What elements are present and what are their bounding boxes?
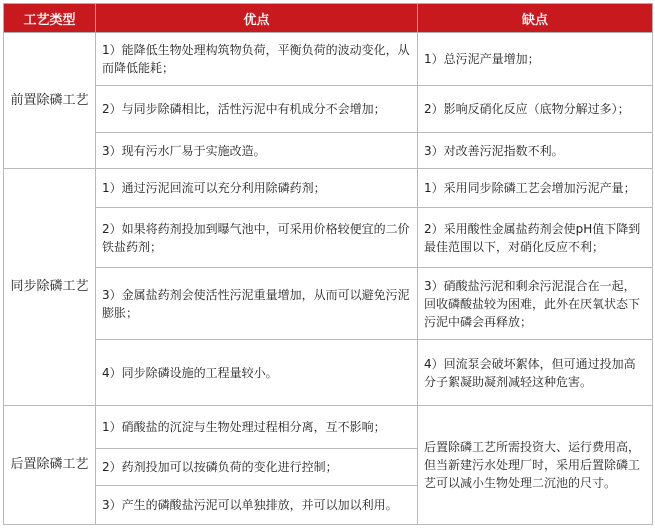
table-row (4, 85, 653, 132)
pro-cell: 3）金属盐药剂会使活性污泥重量增加，从而可以避免污泥膨胀； (96, 268, 418, 340)
table-row (4, 406, 653, 448)
pro-cell: 1）通过污泥回流可以充分利用除磷药剂； (96, 169, 418, 208)
table-row (4, 208, 653, 268)
table-row (4, 33, 653, 86)
con-cell: 2）影响反硝化反应（底物分解过多）； (418, 85, 653, 132)
con-cell: 4）回流泵会破坏絮体，但可通过投加高分子絮凝助凝剂减轻这种危害。 (418, 340, 653, 406)
process-comparison-table (3, 3, 653, 525)
con-cell: 1）采用同步除磷工艺会增加污泥产量； (418, 169, 653, 208)
pro-cell: 2）如果将药剂投加到曝气池中，可采用价格较便宜的二价铁盐药剂； (96, 208, 418, 268)
header-pros: 优点 (96, 4, 418, 33)
pro-cell: 2）与同步除磷相比，活性污泥中有机成分不会增加； (96, 85, 418, 132)
process-type-cell: 同步除磷工艺 (4, 169, 96, 406)
pro-cell: 4）同步除磷设施的工程量较小。 (96, 340, 418, 406)
pro-cell: 3）产生的磷酸盐污泥可以单独排放，并可以加以利用。 (96, 485, 418, 524)
process-comparison-table-wrapper (3, 3, 652, 525)
con-cell: 3）对改善污泥指数不利。 (418, 133, 653, 169)
con-cell: 2）采用酸性金属盐药剂会使pH值下降到最佳范围以下，对硝化反应不利； (418, 208, 653, 268)
table-row (4, 169, 653, 208)
con-merged-cell: 后置除磷工艺所需投资大、运行费用高，但当新建污水处理厂时，采用后置除磷工艺可以减小生物处理二沉池的尺寸。 (418, 406, 653, 525)
table-row (4, 133, 653, 169)
header-cons: 缺点 (418, 4, 653, 33)
con-cell: 1）总污泥产量增加； (418, 33, 653, 86)
pro-cell: 3）现有污水厂易于实施改造。 (96, 133, 418, 169)
table-row (4, 268, 653, 340)
header-row (4, 4, 653, 33)
process-type-cell: 后置除磷工艺 (4, 406, 96, 525)
header-process-type: 工艺类型 (4, 4, 96, 33)
pro-cell: 1）硝酸盐的沉淀与生物处理过程相分离，互不影响； (96, 406, 418, 448)
process-type-cell: 前置除磷工艺 (4, 33, 96, 169)
con-cell: 3）硝酸盐污泥和剩余污泥混合在一起，回收磷酸盐较为困难，此外在厌氧状态下污泥中磷会再释放； (418, 268, 653, 340)
pro-cell: 2）药剂投加可以按磷负荷的变化进行控制； (96, 448, 418, 485)
table-row (4, 340, 653, 406)
pro-cell: 1）能降低生物处理构筑物负荷，平衡负荷的波动变化，从而降低能耗； (96, 33, 418, 86)
